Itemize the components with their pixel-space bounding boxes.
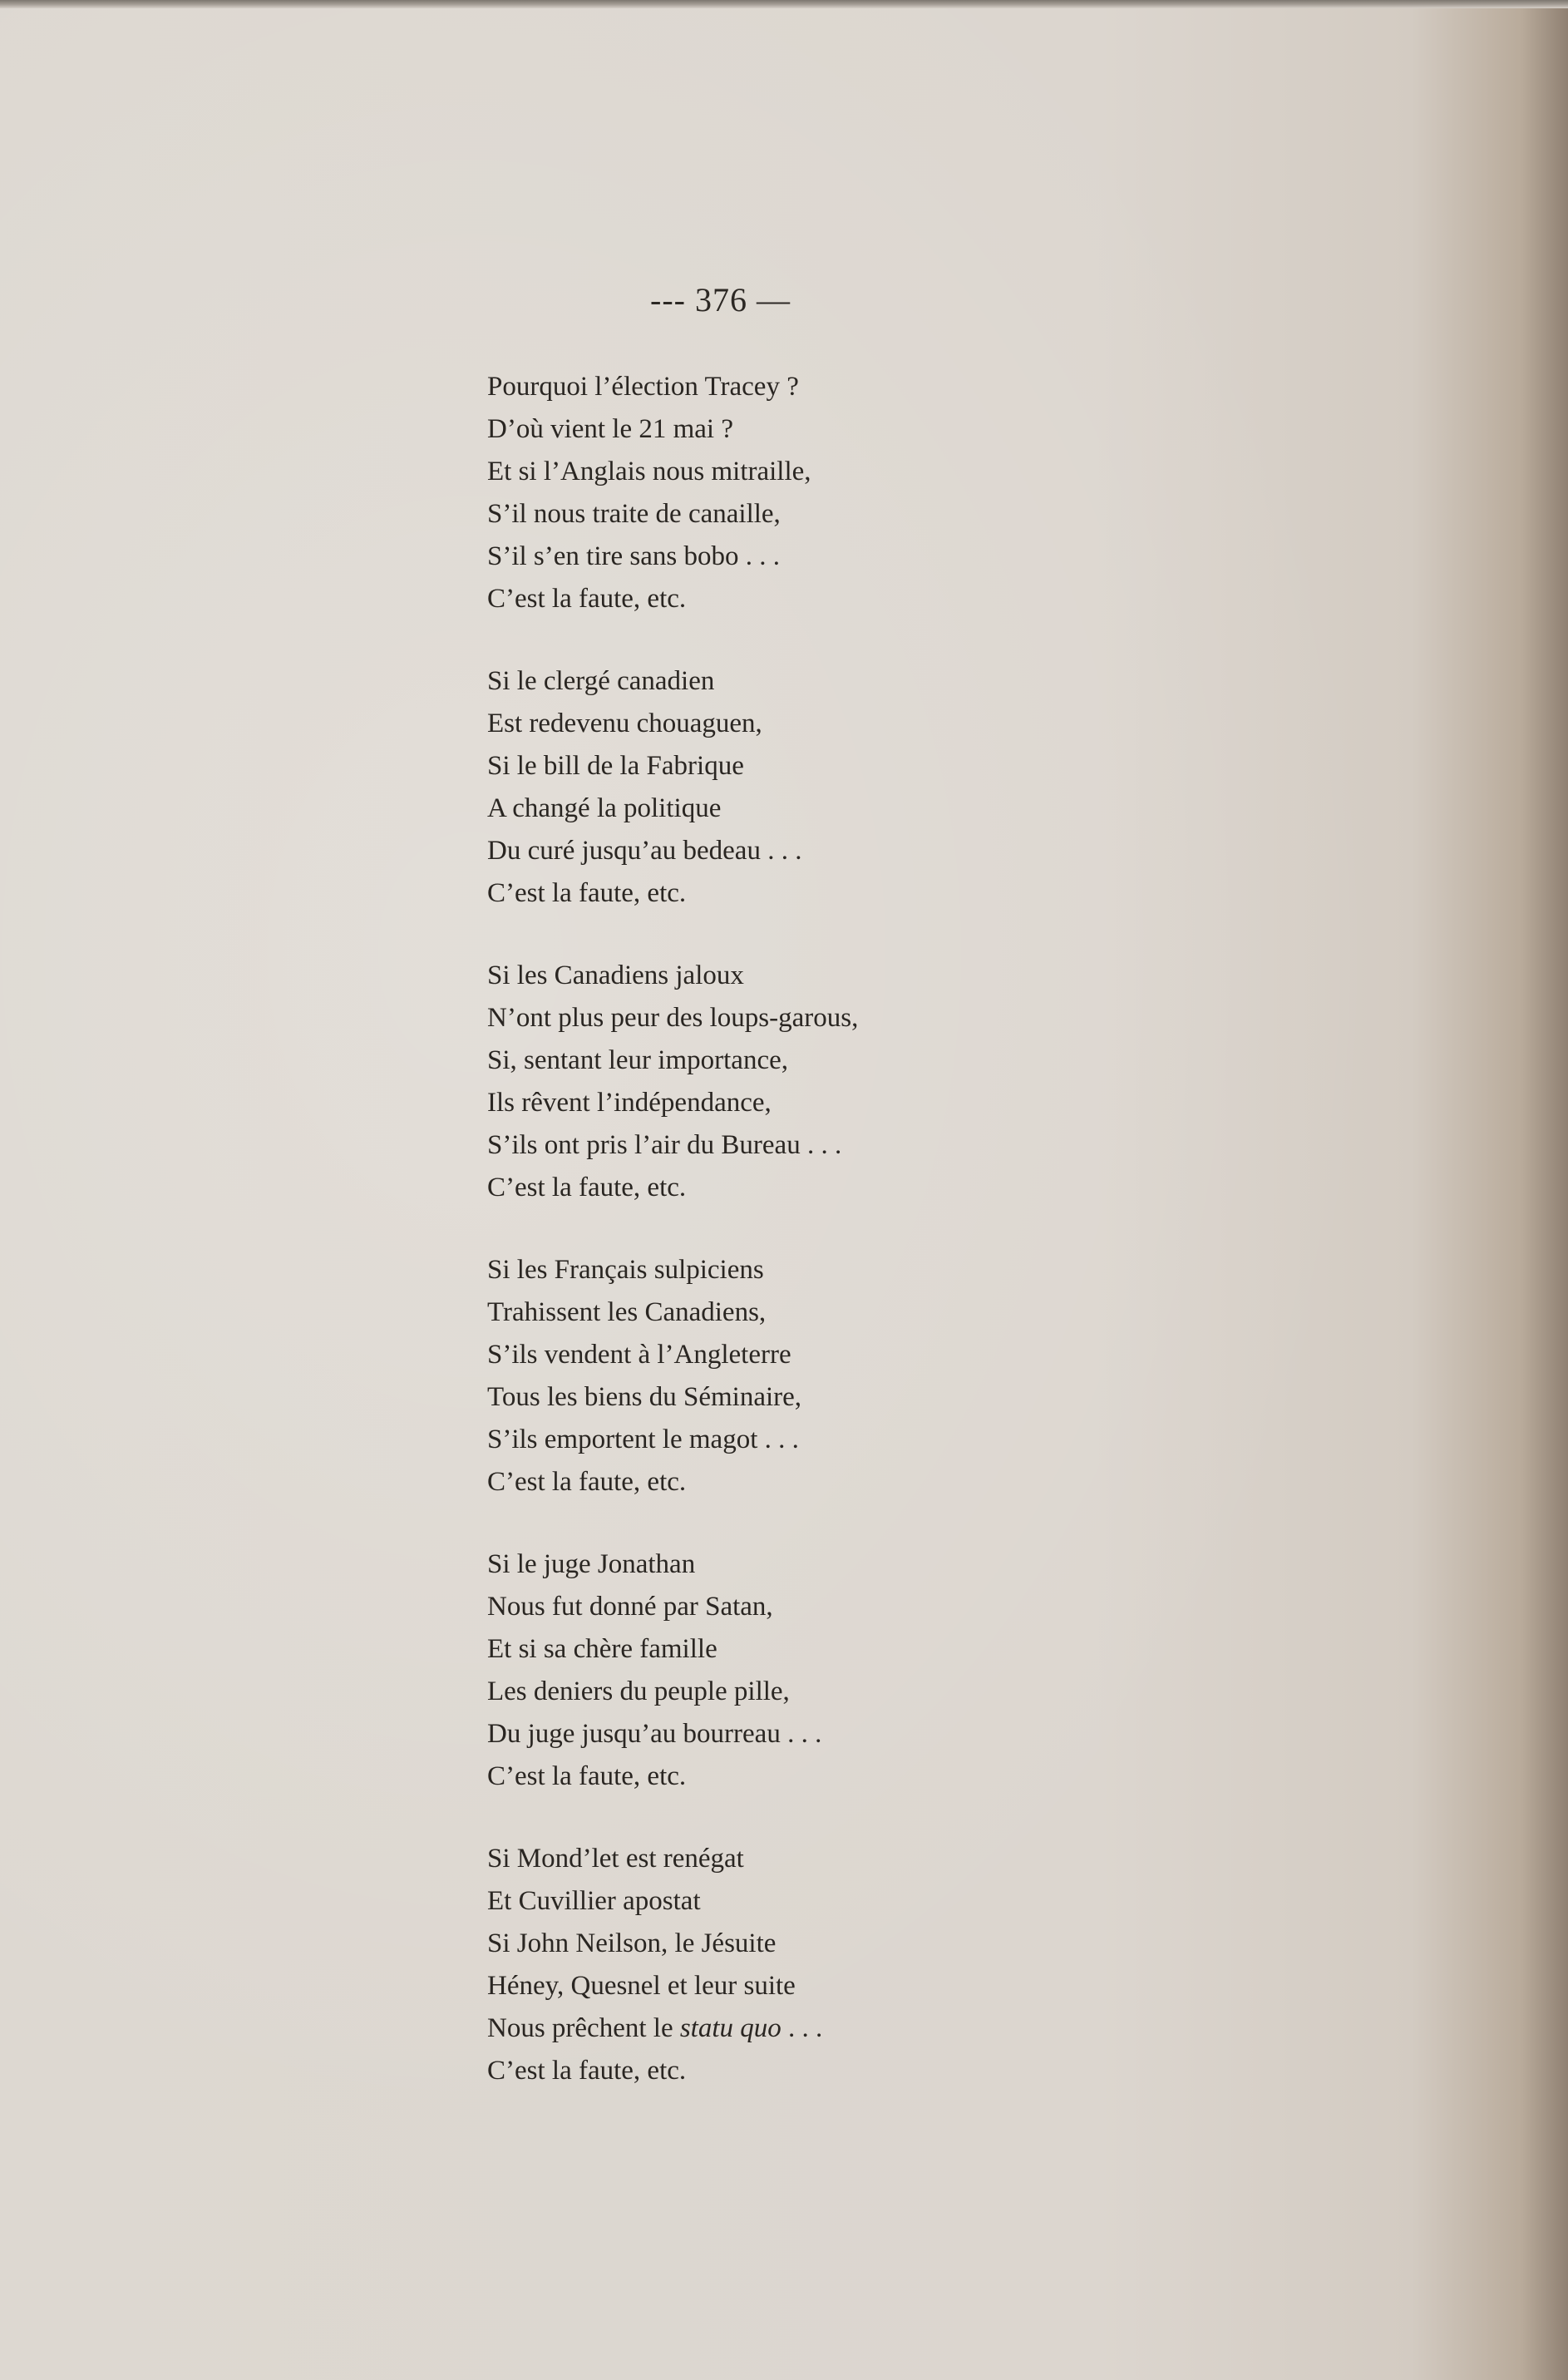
verse-line: S’ils emportent le magot . . . (487, 1425, 799, 1454)
verse-line: S’il nous traite de canaille, (487, 499, 781, 529)
verse-line: D’où vient le 21 mai ? (487, 414, 734, 444)
stanza (487, 1838, 1036, 2092)
poem (487, 366, 1036, 2132)
verse-line: Et si sa chère famille (487, 1634, 717, 1664)
verse-line: Si le juge Jonathan (487, 1549, 696, 1579)
verse-line: S’ils vendent à l’Angleterre (487, 1340, 791, 1370)
verse-line: Si, sentant leur importance, (487, 1045, 788, 1075)
verse-line: C’est la faute, etc. (487, 584, 687, 614)
verse-line: C’est la faute, etc. (487, 1173, 687, 1202)
verse-line: C’est la faute, etc. (487, 1467, 687, 1497)
verse-line: Les deniers du peuple pille, (487, 1676, 790, 1706)
verse-line: Du curé jusqu’au bedeau . . . (487, 836, 802, 866)
verse-line: Si les Canadiens jaloux (487, 960, 744, 990)
stanza (487, 955, 1036, 1209)
stanza (487, 660, 1036, 915)
verse-line: Si les Français sulpiciens (487, 1255, 764, 1285)
verse-line: Est redevenu chouaguen, (487, 709, 762, 738)
verse-line: Si le clergé canadien (487, 666, 715, 696)
verse-line: Si Mond’let est renégat (487, 1844, 744, 1874)
verse-line: Et Cuvillier apostat (487, 1886, 701, 1916)
stanza (487, 366, 1036, 620)
italic-phrase: statu quo (679, 2013, 782, 2043)
verse-line: Si John Neilson, le Jésuite (487, 1928, 777, 1958)
page-number: --- 376 — (650, 281, 791, 318)
verse-line: N’ont plus peur des loups-garous, (487, 1003, 859, 1033)
verse-line: Pourquoi l’élection Tracey ? (487, 372, 799, 402)
stanza (487, 1543, 1036, 1798)
verse-line: A changé la politique (487, 793, 722, 823)
verse-line: C’est la faute, etc. (487, 1761, 687, 1791)
verse-line: Et si l’Anglais nous mitraille, (487, 457, 811, 486)
verse-line: Tous les biens du Séminaire, (487, 1382, 802, 1412)
verse-line: Héney, Quesnel et leur suite (487, 1971, 796, 2001)
verse-line: C’est la faute, etc. (487, 2056, 687, 2086)
verse-line: S’ils ont pris l’air du Bureau . . . (487, 1130, 842, 1160)
verse-line: S’il s’en tire sans bobo . . . (487, 541, 780, 571)
verse-line: Nous prêchent le statu quo . . . (487, 2013, 823, 2043)
verse-line: Nous fut donné par Satan, (487, 1592, 773, 1622)
stanza (487, 1249, 1036, 1504)
verse-line: Du juge jusqu’au bourreau . . . (487, 1719, 822, 1749)
page-top-edge (0, 0, 1568, 8)
verse-line: Ils rêvent l’indépendance, (487, 1088, 772, 1118)
verse-line: C’est la faute, etc. (487, 878, 687, 908)
verse-line: Trahissent les Canadiens, (487, 1297, 767, 1327)
verse-line: Si le bill de la Fabrique (487, 751, 744, 781)
